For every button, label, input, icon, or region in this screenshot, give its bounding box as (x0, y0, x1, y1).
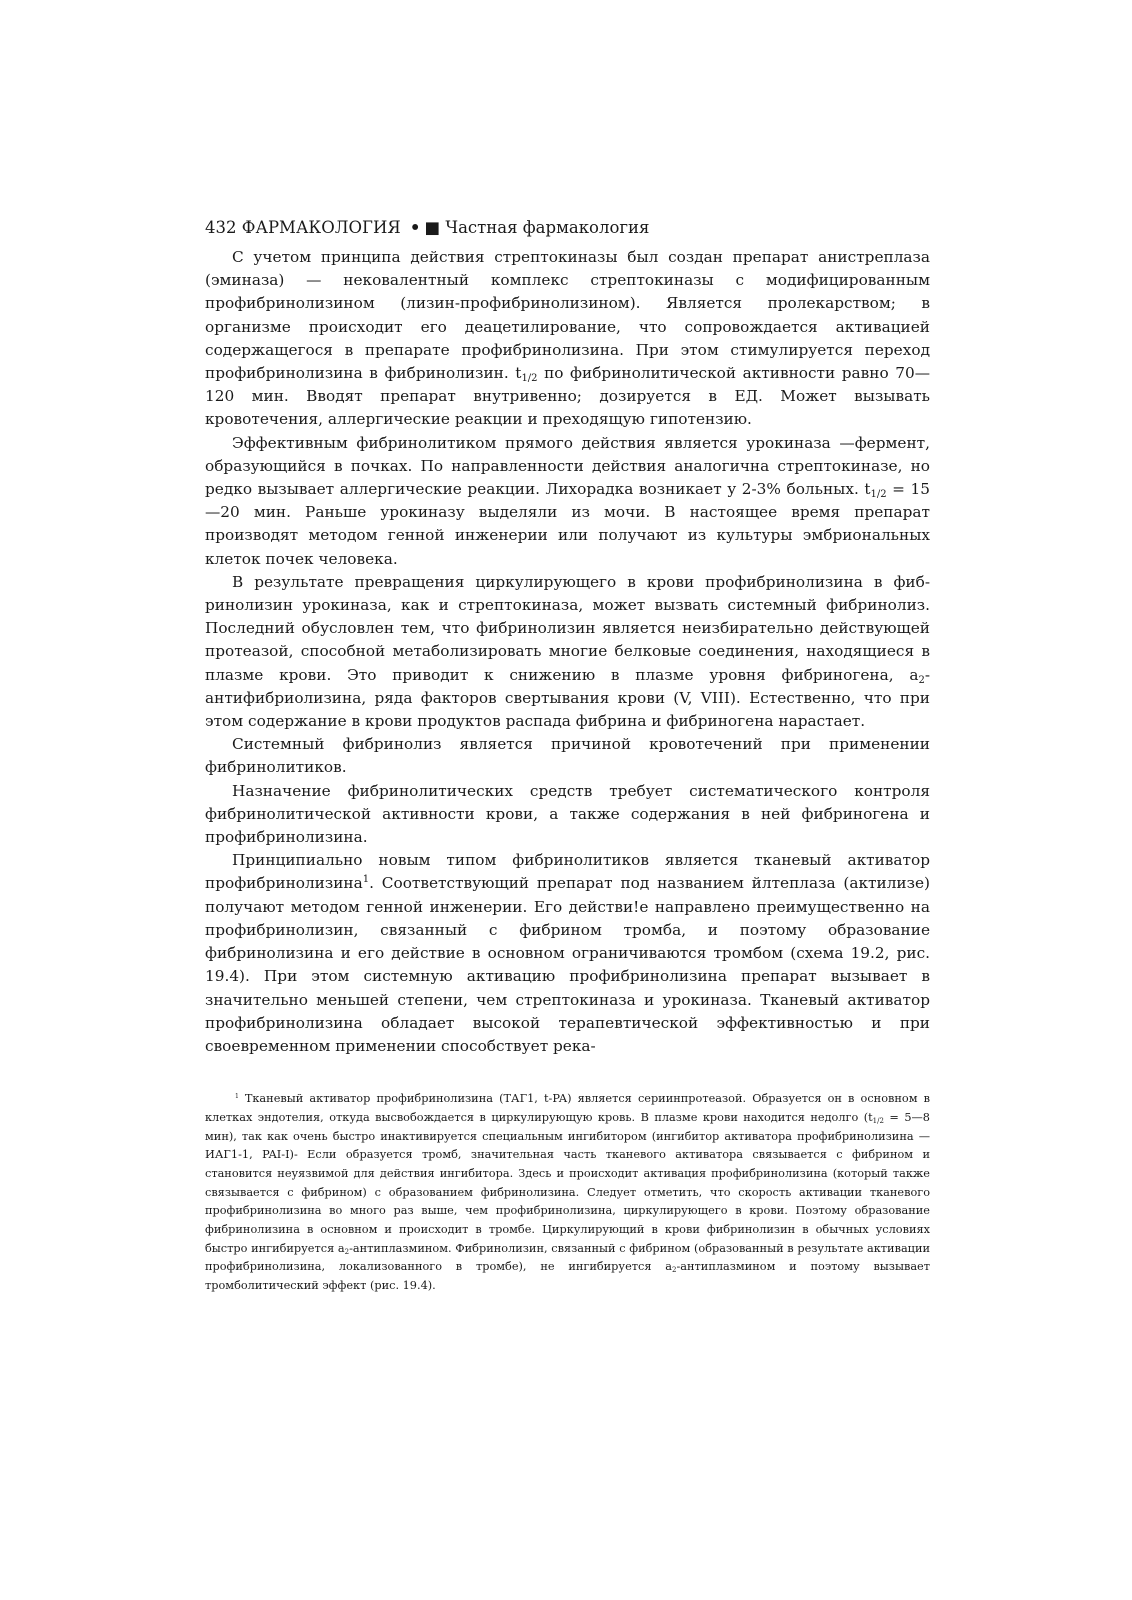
paragraph-anistreplase: С учетом принципа действия стрептокиназы был создан препарат анистреплаза (эминаза) — нековалентный комплекс стрептокиназы с модифицированным профибринолизином (лизин-профибринолизином). Является пролекарством; в организме происходит его деацетилирование, что сопровождается активацией содержащегося в препарате профибринолизина. При этом стимулируется переход профибринолизина в фибринолизин. $t_{1/2}$ по фибринолитической активности равно 70—120 мин. Вводят препарат внутривенно; дозируется в ЕД. Может вызывать кровотечения, аллергические реакции и преходящую гипотензию. (205, 248, 930, 429)
paragraph-urokinase: Эффективным фибринолитиком прямого действия является урокиназа —фермент, образующийся в почках. По направленности действия аналогична стрептокиназе, но редко вызывает аллергические реакции. Лихорадка возникает у 2-3% больных. $t_{1/2}$ = 15—20 мин. Раньше урокиназу выделяли из мочи. В настоящее время препарат производят методом генной инженерии или получают из культуры эмбриональных клеток почек человека. (205, 433, 930, 568)
body-text (205, 246, 930, 1058)
document-page (205, 218, 930, 1296)
header-bullet: ■ (424, 218, 441, 237)
book-title: ФАРМАКОЛОГИЯ (241, 218, 401, 237)
page-number: 432 (205, 218, 237, 237)
footnote-reference: 1 (362, 874, 370, 886)
paragraph-systemic-fibrinolysis: В результате превращения циркулирующего в крови профибринолизина в фибринолизин урокиназа, как и стрептокиназа, может вызвать системный фибринолиз. Последний обусловлен тем, что фибринолизин является неизбирательно действующей протеазой, способной метаболизировать многие белковые соединения, находящиеся в плазме крови. Это приводит к снижению в плазме уровня фибриногена, $а_2$-антифибриолизина, ряда факторов свертывания крови (V, VIII). Естественно, что при этом содержание в крови продуктов распада фибрина и фибриногена нарастает. (205, 572, 930, 731)
section-title: Частная фармакология (445, 218, 650, 237)
footnote: $^1$ Тканевый активатор профибринолизина (ТАГ1, t-PA) является сериинпротеазой. Образуется он в основном в клетках эндотелия, откуда высвобождается в циркулирующую кровь. В плазме крови находится недолго (t1/2 = 5—8 мин), так как очень быстро инактивируется специальным ингибитором (ингибитор активатора профибринолизина — ИАГ1-1, PAI-I)- Если образуется тромб, значительная часть тканевого активатора связывается с фибрином и становится неуязвимой для действия ингибитора. Здесь и происходит активация профибринолизина (который также связывается с фибрином) с образованием фибринолизина. Следует отметить, что скорость активации тканевого профибринолизина во много раз выше, чем профибринолизина, циркулирующего в крови. Поэтому образование фибринолизина в основном и происходит в тромбе. Циркулирующий в крови фибринолизин в обычных условиях быстро ингибируется а2-антиплазмином. Фибринолизин, связанный с фибрином (образованный в результате активации профибринолизина, локализованного в тромбе), не ингибируется а2-антиплазмином и поэтому вызывает тромболитический эффект (рис. 19.4). (205, 1092, 930, 1293)
paragraph-monitoring: Назначение фибринолитических средств требует систематического контроля фибринолитической активности крови, а также содержания в ней фибриногена и профибринолизина. (205, 781, 930, 847)
footnote-marker: 1 (235, 1093, 239, 1101)
paragraph-bleeding: Системный фибринолиз является причиной кровотечений при применении фибринолитиков. (205, 735, 930, 777)
running-header (205, 218, 930, 238)
header-separator: • (409, 218, 421, 237)
paragraph-tissue-activator: Принципиально новым типом фибринолитиков является тканевый активатор профибринолизина$^1$. Соответствующий препарат под названием йлтеплаза (актилизе) получают методом генной инженерии. Его действи!е направлено преимущественно на профибринолизин, связанный с фибрином тромба, и поэтому образование фибринолизина и его действие в основном ограничиваются тромбом (схема 19.2, рис. 19.4). При этом системную активацию профибринолизина препарат вызывает в значительно меньшей степени, чем стрептокиназа и урокиназа. Тканевый активатор профибринолизина обладает высокой терапевтической эффективностью и при своевременном применении способствует река- (205, 851, 930, 1055)
